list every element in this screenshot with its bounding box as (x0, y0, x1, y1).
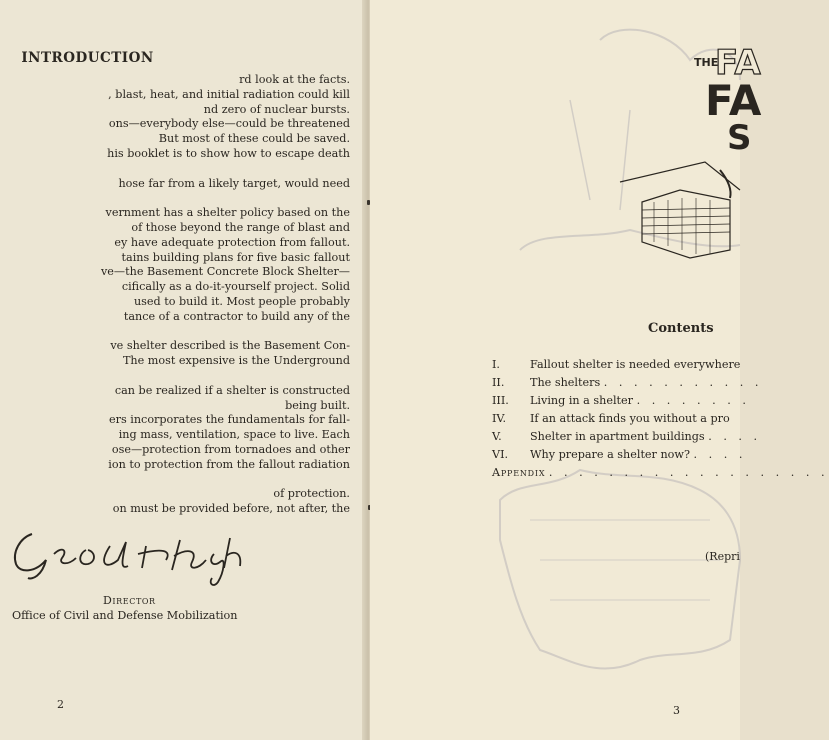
title-word-1: FA (715, 43, 761, 83)
intro-line: ve—the Basement Concrete Block Shelter— (100, 265, 350, 279)
intro-line: rd look at the facts. (239, 73, 350, 86)
intro-line: ve shelter described is the Basement Con- (110, 339, 350, 353)
shelter-illustration (620, 150, 740, 260)
intro-line: ose—protection from tornadoes and other (111, 443, 350, 456)
reprint-note: (Repri (705, 550, 740, 563)
intro-line: on must be provided before, not after, the (112, 502, 350, 516)
page-number-right: 3 (673, 704, 680, 717)
toc-title (530, 394, 750, 407)
page-number-left: 2 (57, 698, 64, 711)
intro-line: tains building plans for five basic fallout (121, 250, 350, 264)
toc-leader-dots: . . . . . . . . . . . . . . . . . . . (548, 466, 829, 479)
toc-title (530, 376, 762, 389)
toc-number: IV. (492, 412, 507, 425)
right-page (370, 0, 829, 740)
toc-appendix-label: Appendix (492, 466, 546, 479)
toc-leader-dots: . . . . (693, 448, 747, 461)
toc-number: I. (492, 358, 500, 371)
toc-title-text: If an attack finds you without a pro (530, 412, 730, 425)
toc-number: II. (492, 376, 505, 389)
toc-title (530, 358, 740, 371)
page-heading: INTRODUCTION (21, 50, 154, 66)
intro-line: can be realized if a shelter is constructed (114, 383, 350, 397)
signature (2, 520, 252, 590)
toc-title (530, 448, 746, 461)
toc-leader-dots: . . . . . . . . (636, 394, 750, 407)
intro-line: tance of a contractor to build any of the (123, 309, 350, 323)
intro-line: nd zero of nuclear bursts. (203, 102, 350, 116)
intro-line: ion to protection from the fallout radiation (108, 457, 350, 471)
toc-number: VI. (492, 448, 509, 461)
contents-heading: Contents (648, 321, 714, 336)
toc-title (530, 412, 730, 425)
intro-line: his booklet is to show how to escape death (107, 147, 350, 160)
toc-leader-dots: . . . . (708, 430, 762, 443)
toc-number: III. (492, 394, 509, 407)
title-word-3: S (727, 118, 752, 158)
intro-line: But most of these could be saved. (158, 132, 350, 146)
intro-line: cifically as a do-it-yourself project. Solid (121, 280, 350, 294)
toc-title-text: Why prepare a shelter now? (530, 448, 690, 461)
intro-line: , blast, heat, and initial radiation could kill (108, 87, 350, 101)
toc-title-text: Fallout shelter is needed everywhere (530, 358, 741, 371)
intro-line: hose far from a likely target, would need (118, 176, 350, 190)
toc-title-text: Shelter in apartment buildings (530, 430, 705, 443)
office-name: Office of Civil and Defense Mobilization (12, 609, 238, 622)
toc-appendix (492, 466, 829, 479)
intro-line: used to build it. Most people probably (133, 295, 350, 308)
toc-number: V. (492, 430, 502, 443)
intro-line: ers incorporates the fundamentals for fall- (109, 413, 350, 427)
director-title: Director (103, 594, 156, 607)
intro-line: The most expensive is the Underground (122, 354, 350, 368)
intro-line: ons—everybody else—could be threatened (108, 117, 350, 131)
intro-line: ey have adequate protection from fallout. (114, 235, 350, 249)
intro-line: vernment has a shelter policy based on the (105, 206, 350, 220)
intro-line: ing mass, ventilation, space to live. Each (118, 428, 350, 442)
toc-title (530, 430, 761, 443)
title-the: THE (694, 56, 719, 69)
intro-line: of protection. (273, 487, 350, 501)
toc-leader-dots: . . . . . . . . . . . (603, 376, 763, 389)
intro-line: of those beyond the range of blast and (131, 221, 350, 234)
left-page (0, 0, 368, 740)
toc-title-text: The shelters (530, 376, 601, 389)
title-word-2: FA (705, 76, 762, 125)
toc-title-text: Living in a shelter (530, 394, 634, 407)
intro-line: being built. (285, 398, 350, 412)
